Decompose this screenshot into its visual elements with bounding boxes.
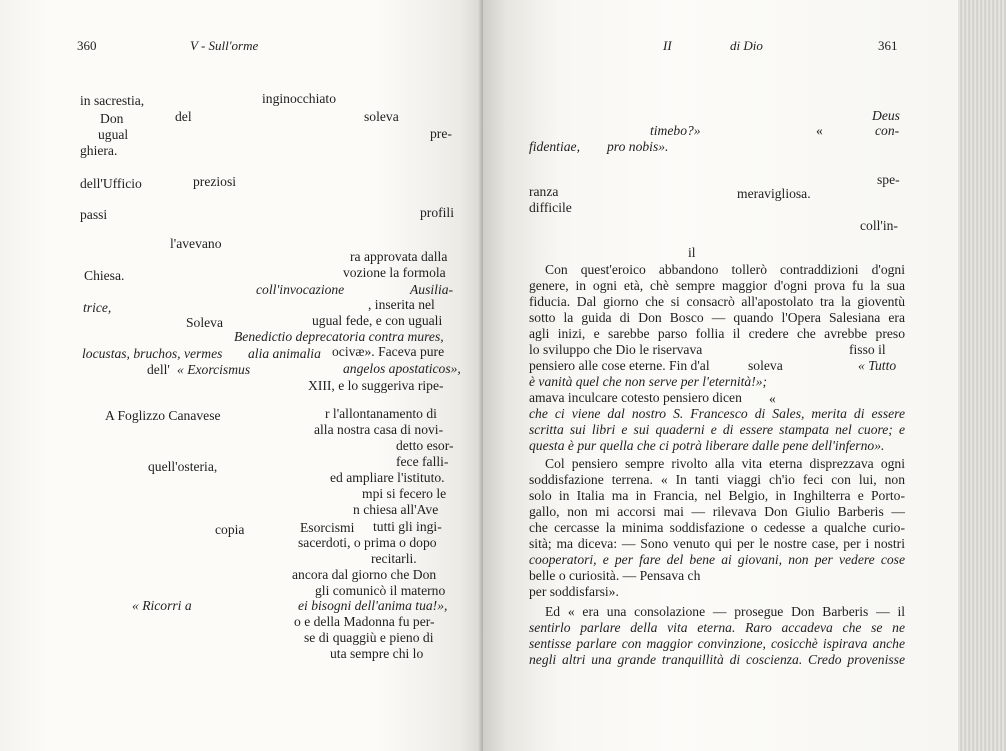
text-line: agli inizi, e sarebbe parso follia il credere che avrebbe preso: [529, 326, 905, 341]
text-line: l'avevano: [170, 236, 222, 251]
text-line: Soleva: [186, 315, 223, 330]
text-line: angelos apostaticos»,: [343, 361, 461, 376]
text-line: fisso il: [849, 342, 886, 357]
text-line: che ci viene dal nostro S. Francesco di Sales, merita di essere: [529, 406, 905, 421]
text-line: sità; ma diceva: — Sono venuto qui per le nostre case, per i nostri: [529, 536, 905, 551]
text-line: amava inculcare cotesto pensiero dicen: [529, 390, 742, 405]
text-line: ranza: [529, 184, 559, 199]
text-line: del: [175, 109, 192, 124]
text-line: alia animalia: [248, 346, 321, 361]
text-line: o e della Madonna fu per-: [294, 614, 435, 629]
text-line: cooperatori, e per fare del bene ai giovani, non per vedere cose: [529, 552, 905, 567]
text-line: per soddisfarsi».: [529, 584, 619, 599]
text-line: se di quaggiù e pieno di: [304, 630, 434, 645]
text-line: « Tutto: [858, 358, 897, 373]
text-line: tutti gli ingi-: [373, 519, 442, 534]
text-line: sentisse parlare con maggior convinzione, cosicchè ispirava anche: [529, 636, 905, 651]
right-running-head-right: di Dio: [730, 38, 763, 53]
text-line: il: [688, 245, 696, 260]
text-line: Don: [100, 111, 124, 126]
text-line: Con quest'eroico abbandono tollerò contraddizioni d'ogni: [545, 262, 905, 277]
text-line: genere, in ogni età, chè sempre maggior d'ogni prova fu la sua: [529, 278, 905, 293]
text-line: Chiesa.: [84, 268, 125, 283]
text-line: Esorcismi: [300, 520, 355, 535]
text-line: passi: [80, 207, 108, 222]
page-edges: [958, 0, 1006, 751]
right-running-head-left: II: [663, 38, 672, 53]
text-line: locustas, bruchos, vermes: [82, 346, 223, 361]
text-line: XIII, e lo suggeriva ripe-: [308, 378, 444, 393]
text-line: ei bisogni dell'anima tua!»,: [298, 598, 448, 613]
right-page: [483, 0, 958, 751]
text-line: dell': [147, 362, 170, 377]
text-line: che cercasse la minima soddisfazione o cedesse a qualche curio-: [529, 520, 905, 535]
text-line: gli comunicò il materno: [315, 583, 446, 598]
text-line: copia: [215, 522, 245, 537]
text-line: recitarli.: [371, 551, 417, 566]
text-line: ugual fede, e con uguali: [312, 313, 443, 328]
text-line: coll'in-: [860, 218, 898, 233]
text-line: Ed « era una consolazione — prosegue Don Barberis — il: [545, 604, 905, 619]
text-line: ocivæ». Faceva pure: [332, 344, 445, 359]
text-line: soddisfazione terrena. « In tanti viaggi ch'io feci con lui, non: [529, 472, 905, 487]
text-line: con-: [875, 123, 900, 138]
text-line: ra approvata dalla: [350, 249, 448, 264]
text-line: ugual: [98, 127, 129, 142]
text-line: fidentiae,: [529, 139, 580, 154]
text-line: ed ampliare l'istituto.: [330, 470, 445, 485]
right-page-number: 361: [878, 38, 898, 53]
text-line: meravigliosa.: [737, 186, 811, 201]
text-line: uta sempre chi lo: [330, 646, 424, 661]
text-line: sentirlo parlare della vita eterna. Raro accadeva che se ne: [529, 620, 905, 635]
text-line: trice,: [83, 300, 112, 315]
text-line: fece falli-: [396, 454, 449, 469]
text-line: r l'allontanamento di: [325, 406, 437, 421]
text-line: mpi si fecero le: [362, 486, 447, 501]
text-line: sacerdoti, o prima o dopo: [298, 535, 437, 550]
text-line: belle o curiosità. — Pensava ch: [529, 568, 701, 583]
left-running-head: V - Sull'orme: [190, 38, 259, 53]
text-line: «: [816, 123, 823, 138]
text-line: sotto la guida di Don Bosco — quando l'Opera Salesiana era: [529, 310, 905, 325]
text-line: quell'osteria,: [148, 459, 218, 474]
text-line: in sacrestia,: [80, 93, 145, 108]
text-line: pro nobis».: [607, 139, 669, 154]
text-line: negli altri una grande tranquillità di coscienza. Credo provenisse: [529, 652, 905, 667]
text-line: ghiera.: [80, 143, 118, 158]
text-line: « Ricorri a: [132, 598, 192, 613]
text-line: profili: [420, 205, 454, 220]
text-line: «: [769, 391, 776, 406]
text-line: lo sviluppo che Dio le riservava: [529, 342, 703, 357]
text-line: detto esor-: [396, 438, 454, 453]
text-line: soleva: [748, 358, 783, 373]
text-line: ancora dal giorno che Don: [292, 567, 437, 582]
text-line: Col pensiero sempre rivolto alla vita eterna disprezzava ogni: [545, 456, 905, 471]
text-line: alla nostra casa di novi-: [314, 422, 444, 437]
text-line: Deus: [872, 108, 900, 123]
text-line: inginocchiato: [262, 91, 336, 106]
text-line: vozione la formola: [343, 265, 446, 280]
text-line: preziosi: [193, 174, 237, 189]
text-line: timebo?»: [650, 123, 701, 138]
text-line: solo in Italia ma in Francia, nel Belgio, in Inghilterra e Porto-: [529, 488, 905, 503]
text-line: pre-: [430, 126, 452, 141]
text-line: fiducia. Dal giorno che si consacrò all'apostolato tra la gioventù: [529, 294, 905, 309]
text-line: Benedictio deprecatoria contra mures,: [234, 329, 444, 344]
text-line: Ausilia-: [410, 282, 454, 297]
text-line: difficile: [529, 200, 572, 215]
text-line: , inserita nel: [368, 297, 435, 312]
left-page-number: 360: [77, 38, 97, 53]
text-line: dell'Ufficio: [80, 176, 142, 191]
text-line: gallo, non mi accorsi mai — rilevava Don Giulio Barberis —: [529, 504, 905, 519]
text-line: soleva: [364, 109, 399, 124]
text-line: scritta sui libri e sui quaderni e di essere stampata nel cuore; e: [529, 422, 905, 437]
left-page: [0, 0, 483, 751]
text-line: n chiesa all'Ave: [353, 502, 439, 517]
text-line: « Exorcismus: [177, 362, 251, 377]
text-line: coll'invocazione: [256, 282, 345, 297]
text-line: spe-: [877, 172, 900, 187]
text-line: è vanità quel che non serve per l'eternità!»;: [529, 374, 768, 389]
text-line: questa è pur quella che ci potrà liberare dalle pene dell'inferno».: [529, 438, 885, 453]
text-line: A Foglizzo Canavese: [105, 408, 221, 423]
text-line: pensiero alle cose eterne. Fin d'al: [529, 358, 710, 373]
